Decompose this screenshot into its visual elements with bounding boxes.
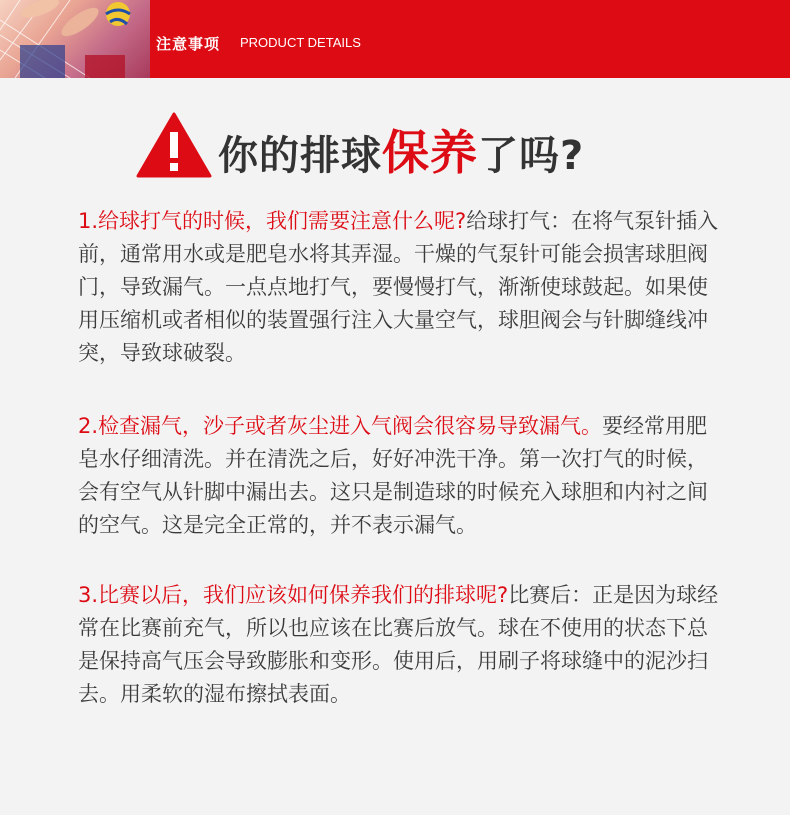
section-question: 1.给球打气的时候，我们需要注意什么呢? — [78, 209, 467, 233]
section-2 — [78, 410, 728, 542]
section-question: 3.比赛以后，我们应该如何保养我们的排球呢? — [78, 583, 509, 607]
volleyball-players-photo — [0, 0, 150, 78]
section-1 — [78, 205, 728, 370]
header-title: 注意事项 — [156, 35, 221, 53]
heading-prefix: 你的排球 — [218, 133, 382, 179]
header-subtitle: PRODUCT DETAILS — [240, 35, 361, 50]
section-3 — [78, 579, 728, 711]
header-banner — [0, 0, 790, 78]
section-body: 比赛后：正是因为球经常在比赛前充气，所以也应该在比赛后放气。球在不使用的状态下总是保持高气压会导致膨胀和变形。使用后，用刷子将球缝中的泥沙扫去。用柔软的湿布擦拭表面。 — [78, 583, 719, 706]
heading-text — [218, 116, 584, 183]
page-heading — [136, 106, 656, 186]
heading-accent: 保养 — [382, 126, 478, 181]
section-body: 给球打气：在将气泵针插入前，通常用水或是肥皂水将其弄湿。干燥的气泵针可能会损害球胆阀门，导致漏气。一点点地打气，要慢慢打气，渐渐使球鼓起。如果使用压缩机或者相似的装置强行注入大量空气，球胆阀会与针脚缝线冲突，导致球破裂。 — [78, 209, 719, 365]
section-body: 要经常用肥皂水仔细清洗。并在清洗之后，好好冲洗干净。第一次打气的时候，会有空气从针脚中漏出去。这只是制造球的时候充入球胆和内衬之间的空气。这是完全正常的，并不表示漏气。 — [78, 414, 708, 537]
heading-suffix: 了吗? — [478, 133, 585, 179]
warning-icon — [136, 112, 212, 178]
section-question: 2.检查漏气，沙子或者灰尘进入气阀会很容易导致漏气。 — [78, 414, 603, 438]
